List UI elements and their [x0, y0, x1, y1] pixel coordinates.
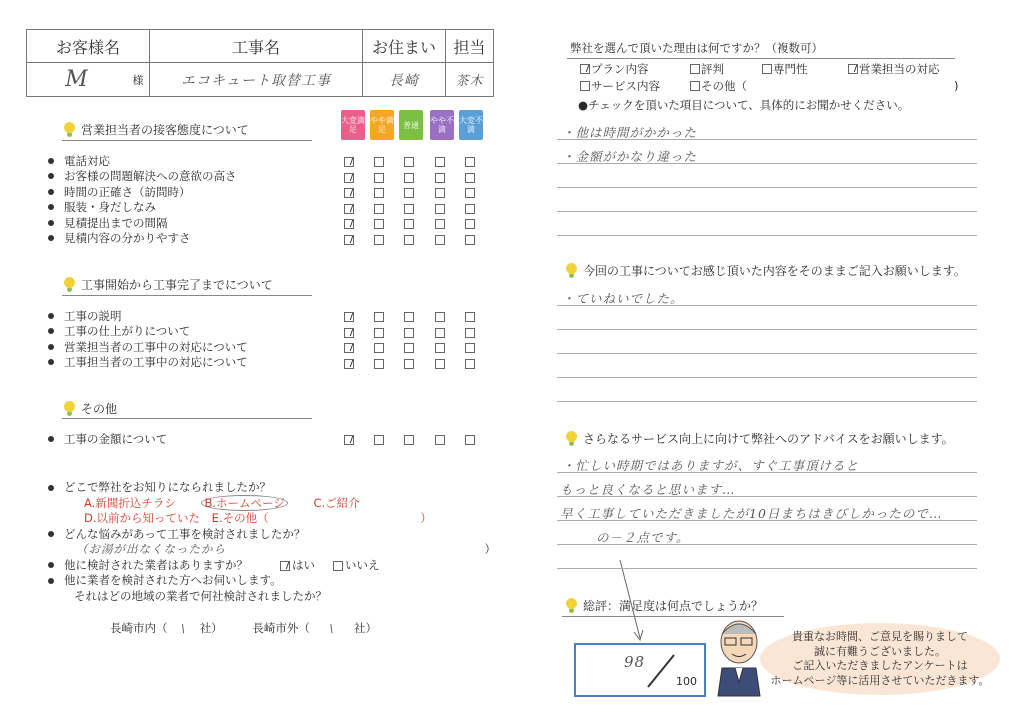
list-item [48, 184, 237, 200]
rating-checkbox[interactable] [344, 435, 354, 445]
rating-checkbox[interactable] [435, 435, 445, 445]
advice-title: さらなるサービス向上に向けて弊社へのアドバイスをお願いします。 [583, 432, 954, 446]
handwritten-text: ・忙しい時期ではありますが、すぐ工事頂けると [562, 458, 860, 473]
rating-checkbox[interactable] [344, 328, 354, 338]
list-item [48, 215, 237, 231]
section3-title: その他 [81, 402, 118, 416]
customer-suffix: 様 [127, 63, 150, 96]
q1-text: どこで弊社をお知りになられましたか？ [64, 480, 271, 494]
q1-opt-b[interactable]: B.ホームページ [201, 495, 287, 511]
ruled-line [557, 377, 977, 378]
checkbox-icon[interactable] [280, 561, 290, 571]
list-item [48, 308, 248, 324]
bulb-icon [64, 277, 75, 288]
handwritten-text: もっと良くなると思います… [560, 482, 736, 497]
bullet-icon [48, 485, 54, 491]
ruled-line [557, 211, 977, 212]
reason-option[interactable] [762, 61, 808, 77]
reason-label: その他（ [701, 79, 747, 93]
item-label: 電話対応 [64, 153, 110, 168]
rating-checkbox[interactable] [465, 435, 475, 445]
item-label: 見積内容の分かりやすさ [64, 231, 191, 246]
thanks-text [762, 630, 998, 688]
bulb-icon [566, 263, 577, 274]
ruled-line [557, 235, 977, 236]
nagasaki-out-label: 長崎市外（ [252, 621, 310, 635]
section1-list [48, 153, 237, 246]
rating-checkbox[interactable] [435, 219, 445, 229]
work-value: エコキュート取替工事 [150, 63, 363, 96]
rating-checkbox[interactable] [435, 328, 445, 338]
thanks-line: ホームページ等に活用させていただきます。 [770, 673, 990, 687]
q3-yes[interactable] [280, 558, 315, 574]
rating-checkbox[interactable] [344, 188, 354, 198]
item-label: 服装・身だしなみ [64, 200, 156, 215]
bullet-icon [48, 344, 54, 350]
checkbox-icon[interactable] [848, 64, 858, 74]
rating-checkbox[interactable] [404, 188, 414, 198]
questions-block [48, 480, 508, 604]
impression-header [566, 262, 966, 279]
rating-checkbox[interactable] [374, 359, 384, 369]
mascot-icon [710, 612, 768, 698]
rating-checkbox[interactable] [465, 312, 475, 322]
rating-checkbox[interactable] [465, 343, 475, 353]
q3-yes-label: はい [292, 557, 315, 572]
rating-checkbox[interactable] [344, 173, 354, 183]
rating-checkbox[interactable] [435, 188, 445, 198]
ruled-line [557, 353, 977, 354]
arrow-icon [600, 560, 660, 645]
section3-underline [62, 418, 312, 419]
rating-checkbox[interactable] [435, 312, 445, 322]
rating-checkbox[interactable] [344, 219, 354, 229]
rating-checkbox[interactable] [404, 435, 414, 445]
thanks-line: 貴重なお時間、ご意見を賜りまして [792, 630, 968, 643]
bullet-icon [48, 531, 54, 537]
bulb-icon [64, 401, 75, 412]
reason-label: 専門性 [773, 62, 808, 76]
customer-value: M [65, 67, 89, 92]
rating-checkbox[interactable] [435, 157, 445, 167]
ruled-line [557, 568, 977, 569]
rating-checkbox[interactable] [404, 204, 414, 214]
handwritten-text: ・他は時間がかかった [562, 125, 698, 140]
item-label: 時間の正確さ（訪問時） [64, 184, 191, 199]
rating-checkbox[interactable] [465, 204, 475, 214]
rating-checkbox[interactable] [465, 359, 475, 369]
rating-checkbox[interactable] [374, 157, 384, 167]
item-label: 工事の仕上がりについて [64, 324, 191, 339]
reason-options [580, 61, 970, 93]
list-item [48, 200, 237, 216]
q1-opt-e[interactable]: E.その他（ [211, 511, 269, 525]
rating-checkbox[interactable] [435, 204, 445, 214]
rating-checkbox[interactable] [344, 343, 354, 353]
q3-text: 他に検討された業者はありますか？ [64, 557, 248, 572]
rating-checkbox[interactable] [344, 312, 354, 322]
bullet-icon [48, 220, 54, 226]
q2-close: ） [484, 542, 496, 556]
staff-value: 茶木 [455, 74, 484, 89]
list-item [48, 169, 237, 185]
rating-head: やや満足 [370, 110, 394, 140]
reason-close: ) [954, 79, 959, 93]
reason-underline [567, 58, 955, 59]
rating-checkbox[interactable] [374, 435, 384, 445]
rating-checkbox[interactable] [344, 157, 354, 167]
nagasaki-row [110, 620, 377, 636]
score-box [574, 643, 706, 697]
bulb-icon [566, 431, 577, 442]
list-item [48, 355, 248, 371]
bullet-icon [48, 204, 54, 210]
reason-note: ●チェックを頂いた項目について、具体的にお聞かせください。 [578, 98, 910, 112]
section2-list [48, 308, 248, 370]
rating-checkbox[interactable] [344, 235, 354, 245]
rating-checkbox[interactable] [404, 343, 414, 353]
bullet-icon [48, 158, 54, 164]
handwritten-text: 早く工事していただきましたが10日まちはきびしかったので… [560, 506, 943, 521]
handwritten-text: の－２点です。 [596, 530, 690, 545]
rating-checkbox[interactable] [435, 359, 445, 369]
item-label: 工事の説明 [64, 308, 122, 323]
rating-checkbox[interactable] [465, 235, 475, 245]
rating-checkbox[interactable] [344, 204, 354, 214]
item-label: お客様の問題解決への意欲の高さ [64, 169, 237, 184]
reason-label: 評判 [701, 62, 724, 76]
reason-option[interactable] [690, 78, 747, 94]
bullet-icon [48, 313, 54, 319]
col-staff: 担当 [446, 30, 493, 63]
score-value: 98 [624, 653, 646, 671]
item-label: 営業担当者の工事中の対応について [64, 339, 248, 354]
q1-opt-c[interactable]: C.ご紹介 [313, 495, 360, 510]
rating-checkbox[interactable] [374, 188, 384, 198]
section1-title: 営業担当者の接客態度について [81, 123, 249, 137]
section3-list [48, 431, 167, 447]
rating-checkbox[interactable] [404, 312, 414, 322]
impression-title: 今回の工事についてお感じ頂いた内容をそのままご記入お願いします。 [583, 264, 966, 278]
bullet-icon [48, 235, 54, 241]
rating-checkbox[interactable] [404, 157, 414, 167]
bullet-icon [48, 359, 54, 365]
section2-title: 工事開始から工事完了までについて [81, 278, 273, 292]
score-max: 100 [676, 675, 697, 688]
reason-label: プラン内容 [591, 62, 649, 76]
q2-answer: （お湯が出なくなったから [76, 542, 226, 556]
nagasaki-out-value: \ [329, 621, 335, 635]
reason-title: 弊社を選んで頂いた理由は何ですか？（複数可） [570, 41, 823, 55]
handwritten-text: ・金額がかなり違った [562, 149, 698, 164]
col-work: 工事名 [150, 30, 363, 63]
rating-checkbox[interactable] [465, 188, 475, 198]
rating-checkbox[interactable] [435, 343, 445, 353]
rating-head: 大変満足 [341, 110, 365, 140]
nagasaki-in-label: 長崎市内（ [110, 621, 168, 635]
checkbox-icon[interactable] [690, 81, 700, 91]
bullet-icon [48, 173, 54, 179]
rating-checkbox[interactable] [465, 157, 475, 167]
ruled-line [557, 329, 977, 330]
section1-underline [62, 140, 312, 141]
col-customer: お客様名 [27, 30, 150, 63]
rating-checkbox[interactable] [374, 204, 384, 214]
q1-opt-close: ） [420, 511, 432, 525]
reason-option[interactable] [690, 61, 724, 77]
q1-opt-d[interactable]: D.以前から知っていた [84, 511, 201, 525]
handwritten-text: ・ていねいでした。 [562, 291, 684, 306]
section2-header [64, 276, 273, 293]
rating-checkbox[interactable] [465, 173, 475, 183]
sha-label-2: 社） [354, 621, 378, 635]
section2-underline [62, 295, 312, 296]
rating-checkbox[interactable] [404, 235, 414, 245]
reason-option[interactable] [580, 78, 660, 94]
address-value: 長崎 [363, 63, 446, 96]
bulb-icon [64, 122, 75, 133]
list-item [48, 231, 237, 247]
q3-no-label: いいえ [345, 557, 380, 572]
score-title: 総評：満足度は何点でしょうか？ [583, 599, 764, 613]
thanks-line: 誠に有難うございました。 [814, 644, 946, 658]
rating-checkbox[interactable] [374, 219, 384, 229]
ruled-line [557, 401, 977, 402]
rating-checkbox[interactable] [404, 219, 414, 229]
rating-head: 大変不満 [459, 110, 483, 140]
thanks-line: ご記入いただきましたアンケートは [792, 659, 968, 672]
rating-head: やや不満 [430, 110, 454, 140]
checkbox-icon[interactable] [580, 64, 590, 74]
item-label: 見積提出までの間隔 [64, 215, 168, 230]
rating-checkbox[interactable] [435, 173, 445, 183]
rating-checkbox[interactable] [344, 359, 354, 369]
q3-no[interactable] [333, 558, 380, 574]
advice-header [566, 430, 954, 447]
rating-checkbox[interactable] [374, 328, 384, 338]
reason-option[interactable] [848, 61, 940, 77]
checkbox-icon[interactable] [690, 64, 700, 74]
rating-checkbox[interactable] [465, 328, 475, 338]
checkbox-icon[interactable] [333, 561, 343, 571]
reason-label: 営業担当の対応 [859, 62, 940, 76]
reason-label: サービス内容 [591, 79, 660, 93]
checkbox-icon[interactable] [762, 64, 772, 74]
bullet-icon [48, 578, 54, 584]
bullet-icon [48, 189, 54, 195]
rating-checkbox[interactable] [404, 359, 414, 369]
rating-checkbox[interactable] [465, 219, 475, 229]
list-item [48, 339, 248, 355]
rating-checkbox[interactable] [404, 328, 414, 338]
nagasaki-in-value: \ [181, 621, 187, 635]
q4-text: 他に業者を検討された方へお伺いします。 [64, 573, 282, 587]
list-item [48, 324, 248, 340]
slash-icon [646, 653, 676, 689]
q4b-text: それはどの地域の業者で何社検討されましたか？ [74, 588, 327, 603]
rating-checkbox[interactable] [374, 235, 384, 245]
bullet-icon [48, 328, 54, 334]
bullet-icon [48, 562, 54, 568]
reason-option[interactable] [580, 61, 649, 77]
rating-head: 普通 [399, 110, 423, 140]
rating-checkbox[interactable] [374, 312, 384, 322]
checkbox-icon[interactable] [580, 81, 590, 91]
rating-checkbox[interactable] [374, 173, 384, 183]
list-item [48, 153, 237, 169]
sha-label: 社） [199, 621, 223, 635]
q2-text: どんな悩みがあって工事を検討されましたか？ [64, 526, 306, 541]
col-address: お住まい [363, 30, 446, 63]
bullet-icon [48, 436, 54, 442]
q1-opt-a[interactable]: A.新聞折込チラシ [84, 495, 176, 510]
rating-checkbox[interactable] [404, 173, 414, 183]
list-item [48, 431, 167, 447]
item-label: 工事の金額について [64, 431, 168, 446]
bulb-icon [566, 598, 577, 609]
ruled-line [557, 187, 977, 188]
rating-checkbox[interactable] [435, 235, 445, 245]
section3-header [64, 400, 117, 417]
header-table [26, 29, 494, 97]
item-label: 工事担当者の工事中の対応について [64, 355, 248, 370]
rating-checkbox[interactable] [374, 343, 384, 353]
section1-header [64, 121, 249, 138]
